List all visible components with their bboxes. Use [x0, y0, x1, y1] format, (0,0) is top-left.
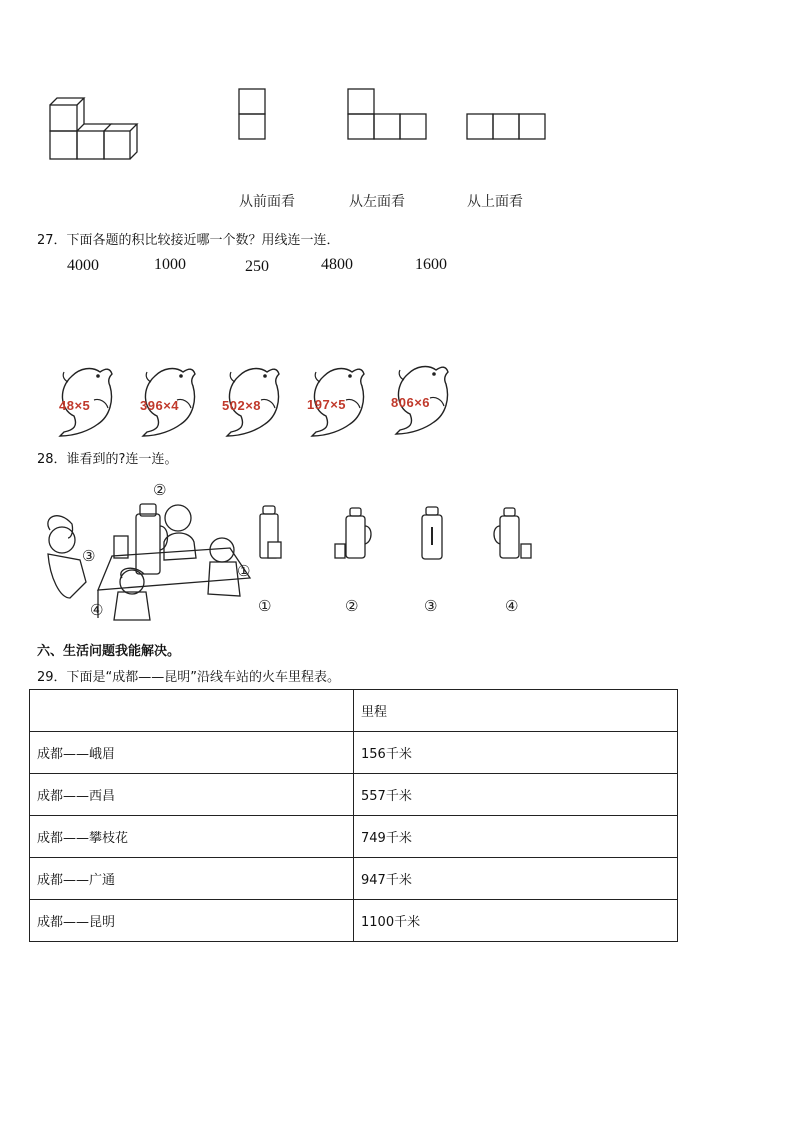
expression-label: 806×6 — [391, 395, 431, 410]
header-cell: 里程 — [354, 690, 678, 732]
scene-marker: ③ — [82, 547, 96, 565]
distance-cell: 1100千米 — [354, 900, 678, 942]
header-cell — [30, 690, 354, 732]
dolphin-card[interactable] — [217, 360, 282, 440]
view-marker[interactable]: ② — [345, 597, 359, 615]
expression-label: 396×4 — [140, 398, 180, 413]
question-29-prompt: 29．下面是“成都——昆明”沿线车站的火车里程表。 — [37, 670, 341, 685]
left-view-figure — [347, 88, 429, 143]
top-view-label: 从上面看 — [467, 194, 523, 210]
thermos-view-1 — [256, 504, 286, 560]
view-marker[interactable]: ④ — [505, 597, 519, 615]
mileage-table — [29, 689, 678, 942]
question-28-prompt: 28．谁看到的?连一连。 — [37, 452, 178, 467]
target-number[interactable]: 250 — [245, 258, 269, 275]
dolphin-card[interactable] — [50, 360, 115, 440]
thermos-view-4 — [490, 506, 534, 560]
route-cell: 成都——峨眉 — [30, 732, 354, 774]
dolphin-card[interactable] — [302, 360, 367, 440]
front-view-figure — [238, 88, 268, 143]
target-number[interactable]: 1000 — [154, 256, 186, 273]
distance-cell: 749千米 — [354, 816, 678, 858]
view-marker[interactable]: ① — [258, 597, 272, 615]
scene-illustration — [40, 478, 270, 623]
route-cell: 成都——西昌 — [30, 774, 354, 816]
table-header-row — [30, 690, 678, 732]
thermos-view-2 — [333, 506, 373, 560]
expression-label: 197×5 — [307, 397, 347, 412]
expression-label: 48×5 — [59, 398, 91, 413]
table-row — [30, 732, 678, 774]
cube-solid-figure — [45, 95, 140, 163]
table-row — [30, 774, 678, 816]
table-row — [30, 900, 678, 942]
scene-marker: ① — [237, 562, 251, 580]
question-27-prompt: 27．下面各题的积比较接近哪一个数？用线连一连． — [37, 233, 340, 248]
table-row — [30, 816, 678, 858]
expression-label: 502×8 — [222, 398, 262, 413]
distance-cell: 557千米 — [354, 774, 678, 816]
table-row — [30, 858, 678, 900]
route-cell: 成都——昆明 — [30, 900, 354, 942]
route-cell: 成都——广通 — [30, 858, 354, 900]
top-view-figure — [466, 113, 548, 143]
distance-cell: 947千米 — [354, 858, 678, 900]
section-title: 六、生活问题我能解决。 — [37, 644, 181, 659]
distance-cell: 156千米 — [354, 732, 678, 774]
dolphin-card[interactable] — [386, 358, 451, 438]
target-number[interactable]: 1600 — [415, 256, 447, 273]
dolphin-card[interactable] — [133, 360, 198, 440]
scene-marker: ④ — [90, 601, 104, 619]
front-view-label: 从前面看 — [239, 194, 295, 210]
target-number[interactable]: 4800 — [321, 256, 353, 273]
route-cell: 成都——攀枝花 — [30, 816, 354, 858]
target-number[interactable]: 4000 — [67, 257, 99, 274]
thermos-view-3 — [418, 505, 448, 561]
view-marker[interactable]: ③ — [424, 597, 438, 615]
left-view-label: 从左面看 — [349, 194, 405, 210]
scene-marker: ② — [153, 481, 167, 499]
